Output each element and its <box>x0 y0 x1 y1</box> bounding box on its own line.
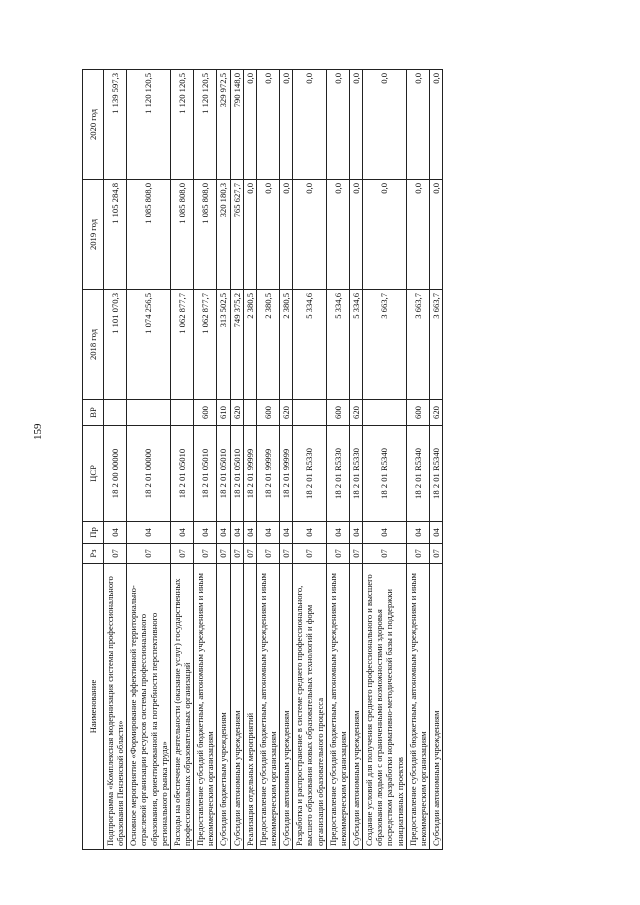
cell-2019: 1 105 284,8 <box>104 180 127 290</box>
cell-vr: 620 <box>349 400 362 426</box>
cell-2020: 0,0 <box>243 70 256 180</box>
cell-vr: 600 <box>406 400 429 426</box>
cell-csr: 18 2 01 99999 <box>256 426 279 522</box>
header-name: Наименование <box>83 564 104 850</box>
cell-name: Субсидии бюджетным учреждениям <box>217 564 230 850</box>
cell-2020: 1 120 120,5 <box>170 70 193 180</box>
cell-vr <box>293 400 326 426</box>
cell-vr: 600 <box>256 400 279 426</box>
cell-vr: 610 <box>217 400 230 426</box>
table-row <box>104 70 127 850</box>
cell-2020: 0,0 <box>256 70 279 180</box>
cell-2019: 0,0 <box>349 180 362 290</box>
cell-rz: 07 <box>230 544 243 564</box>
cell-2019: 0,0 <box>406 180 429 290</box>
cell-2019: 320 180,3 <box>217 180 230 290</box>
cell-csr: 18 2 01 05010 <box>217 426 230 522</box>
cell-rz: 07 <box>194 544 217 564</box>
header-pr: Пр <box>83 522 104 544</box>
table-row <box>170 70 193 850</box>
cell-csr: 18 2 01 05010 <box>194 426 217 522</box>
cell-name: Расходы на обеспечение деятельности (оказание услуг) государственных профессиональных образовательных организаций <box>170 564 193 850</box>
table-row <box>230 70 243 850</box>
cell-vr <box>243 400 256 426</box>
budget-table <box>82 69 443 850</box>
table-row <box>363 70 407 850</box>
table-row <box>194 70 217 850</box>
cell-rz: 07 <box>349 544 362 564</box>
cell-csr: 18 2 01 05010 <box>230 426 243 522</box>
cell-rz: 07 <box>326 544 349 564</box>
cell-name: Подпрограмма «Комплексная модернизация системы профессионального образования Пензенской области» <box>104 564 127 850</box>
cell-2018: 2 380,5 <box>256 290 279 400</box>
cell-2019: 0,0 <box>326 180 349 290</box>
cell-2018: 1 062 877,7 <box>194 290 217 400</box>
cell-rz: 07 <box>406 544 429 564</box>
table-row <box>243 70 256 850</box>
cell-name: Основное мероприятие «Формирование эффективной территориально-отраслевой организации ресурсов системы профессионального образования, ориентированной на потребности перспективного регионального рынка труда» <box>127 564 171 850</box>
cell-name: Реализация отдельных мероприятий <box>243 564 256 850</box>
cell-vr: 600 <box>194 400 217 426</box>
cell-2019: 1 085 808,0 <box>127 180 171 290</box>
cell-csr: 18 2 01 R5330 <box>293 426 326 522</box>
cell-2018: 5 334,6 <box>349 290 362 400</box>
cell-rz: 07 <box>363 544 407 564</box>
cell-2020: 1 139 597,3 <box>104 70 127 180</box>
cell-rz: 07 <box>293 544 326 564</box>
cell-2020: 0,0 <box>293 70 326 180</box>
cell-vr <box>170 400 193 426</box>
table-body <box>104 70 443 850</box>
cell-2019: 765 627,7 <box>230 180 243 290</box>
header-2019: 2019 год <box>83 180 104 290</box>
cell-name: Субсидии автономным учреждениям <box>429 564 442 850</box>
cell-pr: 04 <box>243 522 256 544</box>
table-header-row <box>83 70 104 850</box>
cell-2018: 3 663,7 <box>429 290 442 400</box>
cell-2018: 5 334,6 <box>326 290 349 400</box>
rotated-table-container <box>82 70 580 850</box>
cell-pr: 04 <box>104 522 127 544</box>
cell-pr: 04 <box>293 522 326 544</box>
cell-2019: 1 085 808,0 <box>170 180 193 290</box>
cell-name: Субсидии автономным учреждениям <box>230 564 243 850</box>
cell-pr: 04 <box>170 522 193 544</box>
cell-2018: 2 380,5 <box>243 290 256 400</box>
cell-pr: 04 <box>406 522 429 544</box>
cell-rz: 07 <box>429 544 442 564</box>
cell-rz: 07 <box>280 544 293 564</box>
cell-vr: 600 <box>326 400 349 426</box>
cell-2018: 3 663,7 <box>363 290 407 400</box>
cell-rz: 07 <box>243 544 256 564</box>
table-row <box>280 70 293 850</box>
cell-pr: 04 <box>326 522 349 544</box>
cell-2019: 0,0 <box>280 180 293 290</box>
cell-csr: 18 2 01 99999 <box>280 426 293 522</box>
cell-pr: 04 <box>429 522 442 544</box>
header-2020: 2020 год <box>83 70 104 180</box>
cell-rz: 07 <box>256 544 279 564</box>
cell-vr <box>104 400 127 426</box>
header-vr: ВР <box>83 400 104 426</box>
cell-csr: 18 2 01 R5340 <box>363 426 407 522</box>
table-row <box>326 70 349 850</box>
table-row <box>217 70 230 850</box>
cell-2018: 1 062 877,7 <box>170 290 193 400</box>
cell-name: Предоставление субсидий бюджетным, автономным учреждениям и иным некоммерческим организациям <box>256 564 279 850</box>
cell-pr: 04 <box>194 522 217 544</box>
cell-2018: 3 663,7 <box>406 290 429 400</box>
table-row <box>293 70 326 850</box>
cell-2020: 329 972,5 <box>217 70 230 180</box>
table-row <box>349 70 362 850</box>
table-row <box>127 70 171 850</box>
cell-rz: 07 <box>217 544 230 564</box>
cell-2018: 1 074 256,5 <box>127 290 171 400</box>
cell-rz: 07 <box>104 544 127 564</box>
cell-pr: 04 <box>280 522 293 544</box>
cell-2020: 0,0 <box>280 70 293 180</box>
cell-2020: 1 120 120,5 <box>194 70 217 180</box>
cell-csr: 18 2 01 R5330 <box>326 426 349 522</box>
cell-name: Предоставление субсидий бюджетным, автономным учреждениям и иным некоммерческим организациям <box>194 564 217 850</box>
cell-vr: 620 <box>429 400 442 426</box>
header-2018: 2018 год <box>83 290 104 400</box>
cell-name: Разработка и распространение в системе среднего профессионального, высшего образования новых образовательных технологий и форм организации образовательного процесса <box>293 564 326 850</box>
cell-name: Предоставление субсидий бюджетным, автономным учреждениям и иным некоммерческим организациям <box>326 564 349 850</box>
cell-2020: 0,0 <box>429 70 442 180</box>
cell-csr: 18 2 01 05010 <box>170 426 193 522</box>
cell-csr: 18 2 01 99999 <box>243 426 256 522</box>
cell-csr: 18 2 01 00000 <box>127 426 171 522</box>
header-rz: Рз <box>83 544 104 564</box>
cell-csr: 18 2 01 R5340 <box>406 426 429 522</box>
cell-2019: 1 085 808,0 <box>194 180 217 290</box>
cell-2018: 313 502,5 <box>217 290 230 400</box>
cell-csr: 18 2 01 R5330 <box>349 426 362 522</box>
cell-2018: 749 375,2 <box>230 290 243 400</box>
cell-2020: 0,0 <box>326 70 349 180</box>
cell-rz: 07 <box>127 544 171 564</box>
cell-pr: 04 <box>363 522 407 544</box>
cell-pr: 04 <box>230 522 243 544</box>
cell-pr: 04 <box>256 522 279 544</box>
cell-2020: 1 120 120,5 <box>127 70 171 180</box>
header-csr: ЦСР <box>83 426 104 522</box>
cell-rz: 07 <box>170 544 193 564</box>
cell-2020: 790 148,0 <box>230 70 243 180</box>
page-number: 159 <box>32 423 44 440</box>
cell-vr: 620 <box>280 400 293 426</box>
cell-name: Создание условий для получения среднего профессионального и высшего образования людьми с ограниченными возможностями здоровья посредством разработки нормативно-методической базы и поддержки инициативных проектов <box>363 564 407 850</box>
cell-name: Субсидии автономным учреждениям <box>280 564 293 850</box>
cell-2020: 0,0 <box>363 70 407 180</box>
cell-vr <box>363 400 407 426</box>
cell-2020: 0,0 <box>349 70 362 180</box>
cell-csr: 18 2 00 00000 <box>104 426 127 522</box>
cell-csr: 18 2 01 R5340 <box>429 426 442 522</box>
cell-name: Субсидии автономным учреждениям <box>349 564 362 850</box>
cell-2018: 1 101 070,3 <box>104 290 127 400</box>
cell-2019: 0,0 <box>243 180 256 290</box>
cell-2018: 5 334,6 <box>293 290 326 400</box>
cell-pr: 04 <box>217 522 230 544</box>
cell-pr: 04 <box>349 522 362 544</box>
cell-2020: 0,0 <box>406 70 429 180</box>
cell-2019: 0,0 <box>293 180 326 290</box>
table-row <box>429 70 442 850</box>
cell-2019: 0,0 <box>429 180 442 290</box>
table-row <box>256 70 279 850</box>
cell-name: Предоставление субсидий бюджетным, автономным учреждениям и иным некоммерческим организациям <box>406 564 429 850</box>
cell-pr: 04 <box>127 522 171 544</box>
table-row <box>406 70 429 850</box>
cell-vr: 620 <box>230 400 243 426</box>
cell-2018: 2 380,5 <box>280 290 293 400</box>
cell-2019: 0,0 <box>363 180 407 290</box>
cell-vr <box>127 400 171 426</box>
cell-2019: 0,0 <box>256 180 279 290</box>
